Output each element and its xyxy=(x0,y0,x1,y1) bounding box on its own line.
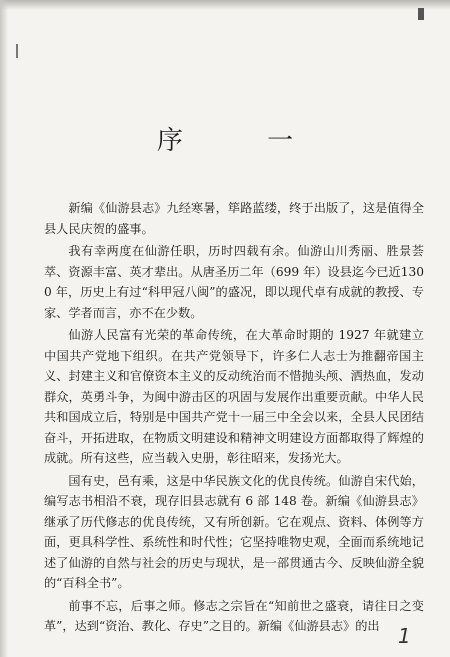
paragraph: 前事不忘，后事之师。修志之宗旨在“知前世之盛衰，请往日之变革”，达到“资治、教化、存史”之目的。新编《仙游县志》的出 xyxy=(44,598,424,633)
page-number: 1 xyxy=(398,624,411,648)
page-title: 序 一 xyxy=(156,126,332,156)
paragraph: 新编《仙游县志》九经寒暑，筚路蓝缕，终于出版了，这是值得全县人民庆贺的盛事。 xyxy=(44,201,424,236)
paragraph: 我有幸两度在仙游任职，历时四载有余。仙游山川秀丽、胜景荟萃、资源丰富、英才辈出。从唐圣历二年（699 年）设县迄今已近1300 年，历史上有过“科甲冠八闽”的盛况，即以现代卓有成就的教授、专家、学者而言，亦不在少数。 xyxy=(44,244,424,320)
paragraph: 国有史，邑有乘，这是中华民族文化的优良传统。仙游自宋代始，编写志书相沿不衰，现存旧县志就有 6 部 148 卷。新编《仙游县志》继承了历代修志的优良传统，又有所创新。它在观点、资料、体例等方面，更具科学性、系统性和时代性；它坚持唯物史观，全面而系统地记述了仙游的自然与社会的历史与现状，是一部贯通古今、反映仙游全貌的“百科全书”。 xyxy=(44,473,424,590)
scan-edge-top xyxy=(0,0,450,10)
scan-mark xyxy=(16,44,18,58)
body-text xyxy=(44,198,424,639)
scan-mark xyxy=(418,8,424,20)
scan-edge-left xyxy=(0,0,8,657)
paragraph: 仙游人民富有光荣的革命传统，在大革命时期的 1927 年就建立中国共产党地下组织。在共产党领导下，许多仁人志士为推翻帝国主义、封建主义和官僚资本主义的反动统治而不惜抛头颅、洒热血，发动群众，英勇斗争，为闽中游击区的巩固与发展作出重要贡献。中华人民共和国成立后，特别是中国共产党十一届三中全会以来，全县人民团结奋斗，开拓进取，在物质文明建设和精神文明建设方面都取得了辉煌的成就。所有这些，应当载入史册，彰往昭来，发扬光大。 xyxy=(44,328,424,465)
